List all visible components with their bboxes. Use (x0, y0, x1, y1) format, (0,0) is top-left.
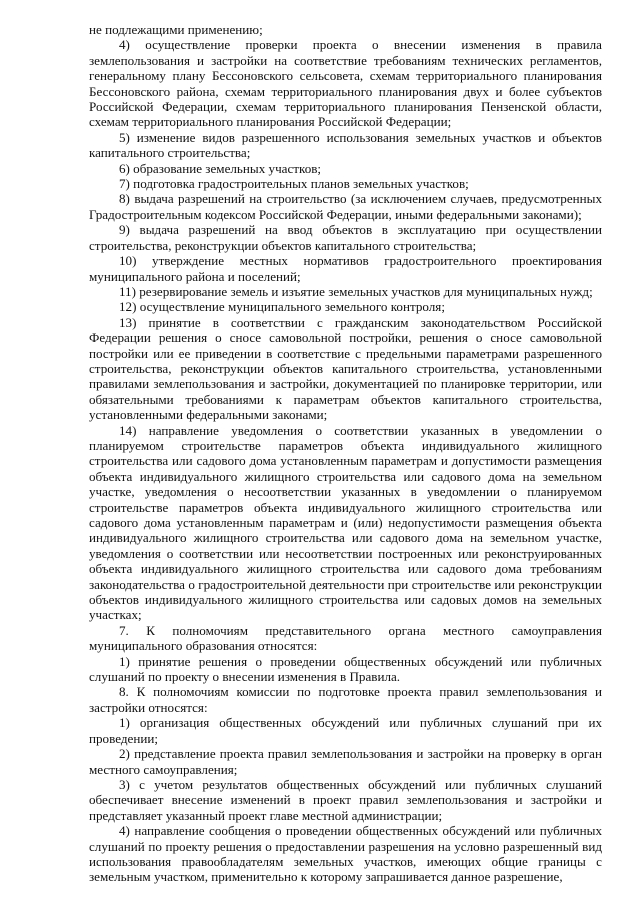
paragraph-item-6: 6) образование земельных участков; (119, 160, 322, 176)
paragraph-item-4: 4) осуществление проверки проекта о внесении изменения в правила землепользования и застройки на соответствие требованиям технических регламентов, генеральному плану Бессоновского сельсовета, схемам территориального планирования Бессоновского района, схемам территориального планирования двух и более субъектов Российской Федерации, схемам территориального планирования Пензенской области, схемам территориального планирования Российской Федерации; (89, 37, 602, 130)
paragraph-section-7: 7. К полномочиям представительного органа местного самоуправления муниципального образования относятся: (89, 622, 602, 654)
paragraph-item-12: 12) осуществление муниципального земельного контроля; (119, 299, 445, 315)
paragraph-section-8-item-3: 3) с учетом результатов общественных обсуждений или публичных слушаний обеспечивает внесение изменений в проект правил землепользования и застройки и представляет указанный проект главе местной администрации; (89, 776, 602, 823)
paragraph-item-10: 10) утверждение местных нормативов градостроительного проектирования муниципального района и поселений; (89, 253, 602, 284)
paragraph-item-7: 7) подготовка градостроительных планов земельных участков; (119, 176, 469, 192)
paragraph-item-14: 14) направление уведомления о соответствии указанных в уведомлении о планируемом строительстве параметров объекта индивидуального жилищного строительства или садового дома установленным параметрам и допустимости размещения объекта индивидуального жилищного строительства или садового дома на земельном участке, уведомления о несоответствии указанных в уведомлении о планируемом строительстве параметров объекта индивидуального жилищного строительства или садового дома установленным параметрам и (или) недопустимости размещения объекта индивидуального жилищного строительства или садового дома на земельном участке, уведомления о соответствии или несоответствии построенных или реконструированных объекта индивидуального жилищного строительства или садового дома требованиям законодательства о градостроительной деятельности при строительстве или реконструкции объектов индивидуального жилищного строительства или садовых домов на земельных участках; (89, 422, 602, 623)
paragraph-item-11: 11) резервирование земель и изъятие земельных участков для муниципальных нужд; (119, 283, 593, 299)
paragraph-item-8: 8) выдача разрешений на строительство (за исключением случаев, предусмотренных Градостроительным кодексом Российской Федерации, иными федеральными законами); (89, 191, 602, 222)
paragraph-continuation: не подлежащими применению; (89, 22, 263, 37)
paragraph-section-8-item-2: 2) представление проекта правил землепользования и застройки на проверку в орган местного самоуправления; (89, 746, 602, 777)
paragraph-item-5: 5) изменение видов разрешенного использования земельных участков и объектов капитального строительства; (89, 129, 602, 161)
paragraph-section-8-item-1: 1) организация общественных обсуждений или публичных слушаний при их проведении; (89, 715, 602, 746)
paragraph-section-7-item-1: 1) принятие решения о проведении общественных обсуждений или публичных слушаний по проекту о внесении изменения в Правила. (89, 653, 602, 685)
paragraph-section-8: 8. К полномочиям комиссии по подготовке проекта правил землепользования и застройки относятся: (89, 684, 602, 715)
paragraph-item-13: 13) принятие в соответствии с гражданским законодательством Российской Федерации решения о сносе самовольной постройки, решения о сносе самовольной постройки или ее приведении в соответствие с предельными параметрами разрешенного строительства, реконструкции объектов капитального строительства, установленными правилами землепользования и застройки, документацией по планировке территории, или обязательными требованиями к параметрам объектов капитального строительства, установленными федеральными законами; (89, 314, 602, 423)
paragraph-section-8-item-4: 4) направление сообщения о проведении общественных обсуждений или публичных слушаний по проекту решения о предоставлении разрешения на условно разрешенный вид использования правообладателям земельных участков, имеющих общие границы с земельным участком, применительно к которому запрашивается данное разрешение, (89, 823, 602, 885)
paragraph-item-9: 9) выдача разрешений на ввод объектов в эксплуатацию при осуществлении строительства, реконструкции объектов капитального строительства; (89, 222, 602, 253)
